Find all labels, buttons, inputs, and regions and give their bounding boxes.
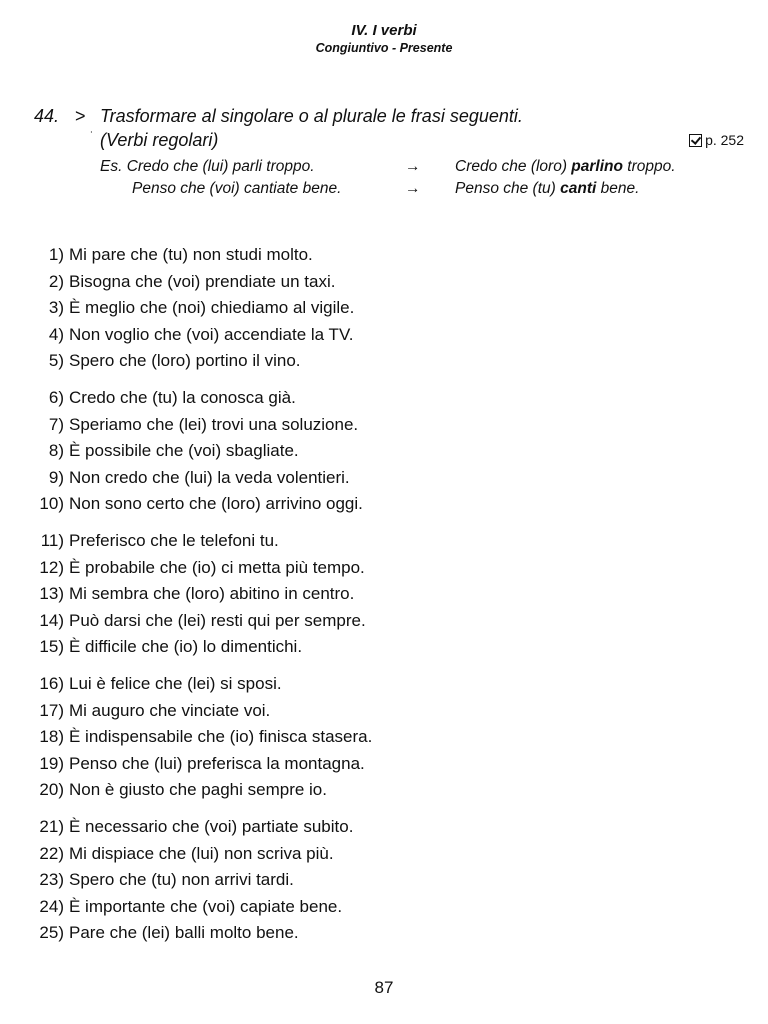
page-number: 87 [374,978,394,997]
item-number: 25) [39,923,64,942]
item-number: 2) [48,272,64,291]
item-sentence: Lui è felice che (lei) si sposi. [69,674,282,693]
item-sentence: Mi dispiace che (lui) non scriva più. [69,844,334,863]
exercise-item [0,388,700,414]
item-sentence: Pare che (lei) balli molto bene. [69,923,299,942]
item-sentence: È possibile che (voi) sbagliate. [69,441,299,460]
item-sentence: Credo che (tu) la conosca già. [69,388,296,407]
item-number: 1) [48,245,64,264]
item-number: 5) [48,351,64,370]
exercise-item [0,817,700,843]
item-sentence: Non sono certo che (loro) arrivino oggi. [69,494,363,513]
example-row [0,158,768,180]
exercise-item [0,531,700,557]
item-number: 8) [48,441,64,460]
item-sentence: È necessario che (voi) partiate subito. [69,817,354,836]
exercise-subtitle: (Verbi regolari) [100,130,219,150]
arrow-icon: → [405,180,421,197]
item-number: 4) [48,325,64,344]
exercise-item [0,245,700,271]
exercise-item [0,441,700,467]
exercise-item [0,325,700,351]
exercise-item [0,468,700,494]
item-number: 19) [39,754,64,773]
exercise-item [0,298,700,324]
exercise-instruction: Trasformare al singolare o al plurale le frasi seguenti. [100,106,523,126]
item-sentence: È importante che (voi) capiate bene. [69,897,343,916]
item-number: 10) [39,494,64,513]
page-reference-label: p. 252 [705,132,744,148]
item-number: 14) [39,611,64,630]
exercise-item [0,701,700,727]
exercise-item [0,494,700,520]
item-sentence: Non voglio che (voi) accendiate la TV. [69,325,354,344]
checkbox-icon [689,134,702,147]
item-number: 6) [48,388,64,407]
exercise-item [0,415,700,441]
item-number: 17) [39,701,64,720]
item-number: 18) [39,727,64,746]
arrow-icon: → [405,158,421,175]
item-sentence: È meglio che (noi) chiediamo al vigile. [69,298,355,317]
exercise-tick-mark: ˙ [90,129,94,143]
item-number: 24) [39,897,64,916]
item-number: 21) [39,817,64,836]
example-source: Credo che (lui) parli troppo. [126,158,315,175]
example-row [0,180,768,202]
exercise-item [0,351,700,377]
exercise-number: 44. [34,106,60,126]
item-number: 3) [48,298,64,317]
item-sentence: Preferisco che le telefoni tu. [69,531,279,550]
item-number: 13) [39,584,64,603]
exercise-item [0,584,700,610]
example-result: Credo che (loro) parlino troppo. [455,158,676,175]
example-answer: canti [560,180,597,197]
exercise-item [0,870,700,896]
exercise-item [0,844,700,870]
exercise-item [0,611,700,637]
item-sentence: Bisogna che (voi) prendiate un taxi. [69,272,336,291]
example-result: Penso che (tu) canti bene. [455,180,640,197]
item-number: 15) [39,637,64,656]
example-source: Penso che (voi) cantiate bene. [132,180,342,197]
item-sentence: È probabile che (io) ci metta più tempo. [69,558,365,577]
item-number: 16) [39,674,64,693]
item-number: 7) [48,415,64,434]
item-sentence: Mi auguro che vinciate voi. [69,701,271,720]
item-sentence: Penso che (lui) preferisca la montagna. [69,754,365,773]
exercise-item [0,272,700,298]
item-number: 9) [48,468,64,487]
exercise-item [0,674,700,700]
item-number: 11) [40,531,64,550]
item-sentence: Non è giusto che paghi sempre io. [69,780,327,799]
item-number: 22) [39,844,64,863]
example-answer: parlino [571,158,623,175]
item-sentence: Può darsi che (lei) resti qui per sempre. [69,611,366,630]
exercise-item [0,637,700,663]
item-sentence: Spero che (tu) non arrivi tardi. [69,870,294,889]
item-sentence: Mi sembra che (loro) abitino in centro. [69,584,355,603]
item-sentence: Speriamo che (lei) trovi una soluzione. [69,415,359,434]
exercise-marker: > [75,106,86,126]
example-prefix: Es. [100,158,127,175]
exercise-item [0,727,700,753]
section-subtitle: Congiuntivo - Presente [315,41,453,55]
exercise-item [0,780,700,806]
page-reference [689,128,744,152]
item-sentence: È indispensabile che (io) finisca stasera. [69,727,373,746]
item-sentence: Mi pare che (tu) non studi molto. [69,245,313,264]
exercise-item [0,923,700,949]
exercise-item [0,754,700,780]
exercise-item [0,897,700,923]
item-sentence: Spero che (loro) portino il vino. [69,351,301,370]
item-number: 12) [39,558,64,577]
item-number: 23) [39,870,64,889]
chapter-title: IV. I verbi [351,22,417,39]
item-number: 20) [39,780,64,799]
page-header [0,22,768,56]
item-sentence: È difficile che (io) lo dimentichi. [69,637,303,656]
exercise-item [0,558,700,584]
item-sentence: Non credo che (lui) la veda volentieri. [69,468,350,487]
